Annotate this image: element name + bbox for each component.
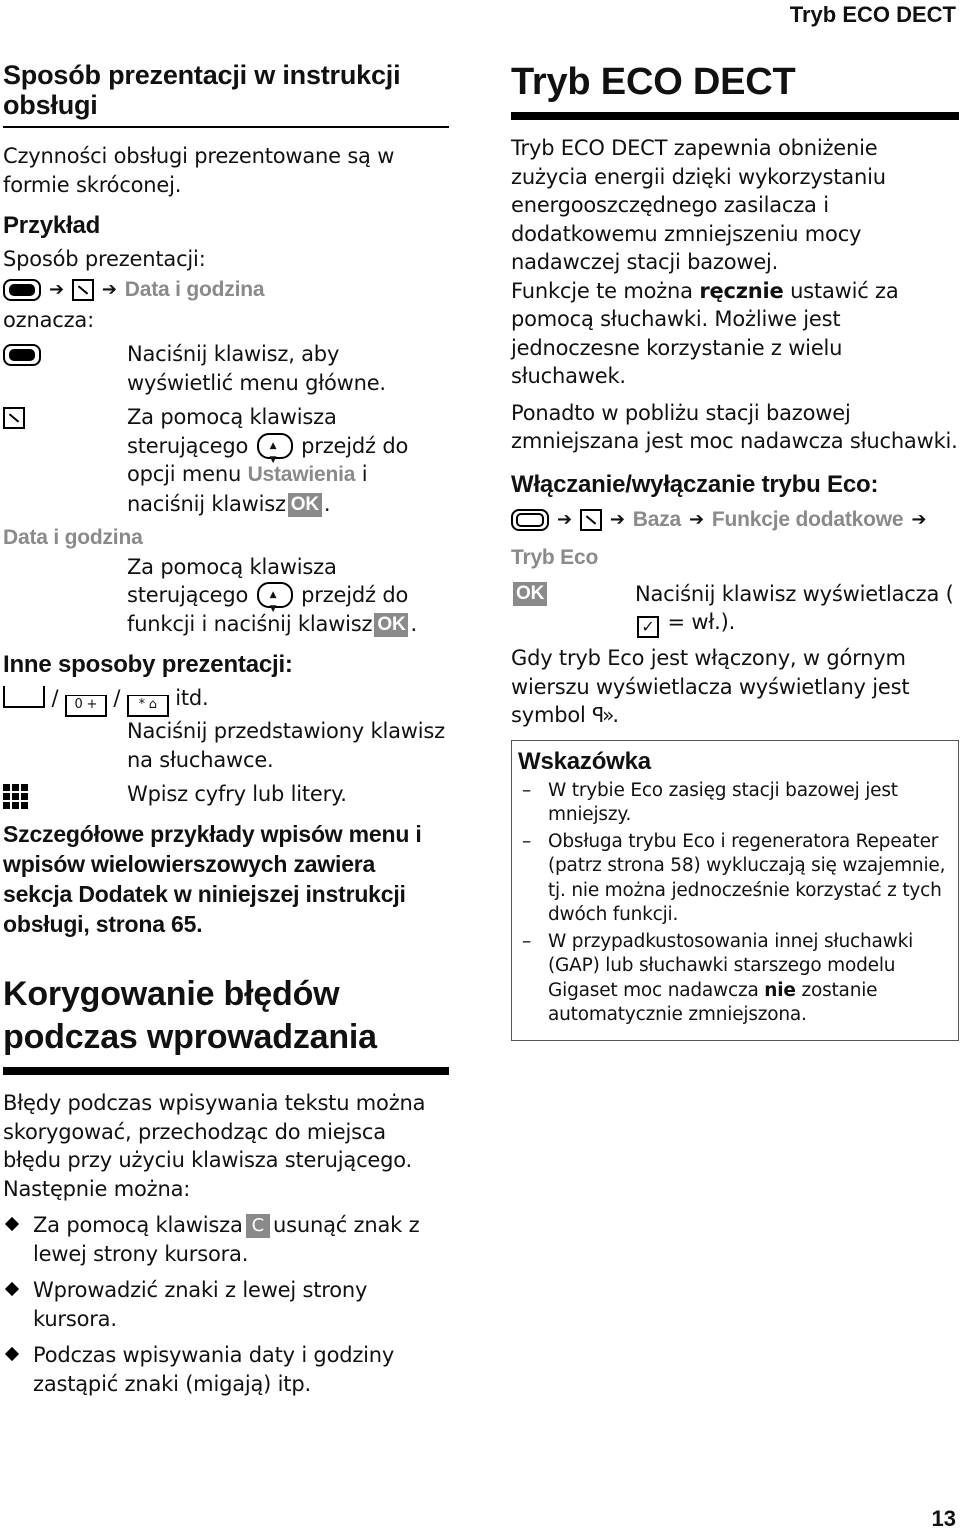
settings-icon [580,509,602,531]
legend-row-date [3,524,449,638]
keypad-icon [3,784,28,809]
eco-sequence [511,504,959,574]
ok-key-icon: OK [288,493,322,517]
legend-text: Za pomocą klawisza sterującego ▲ ▼ przejdź do funkcji i naciśnij klawisz OK . [3,553,449,639]
right-column [511,60,959,1041]
menu-key-icon [3,344,41,366]
section-title-correction: Korygowanie błędów podczas wprowadzania [3,975,377,1056]
menu-item-extra-functions: Funkcje dodatkowe [711,507,904,531]
list-item: Podczas wpisywania daty i godziny zastąpić znaki (migają) itp. [3,1341,449,1398]
legend-row-keypad [3,780,449,809]
menu-item-base: Baza [632,507,682,531]
star-key-icon: * ⌂ [127,695,169,717]
zero-key-icon: 0 + [65,695,107,717]
section-title-presentation: Sposób prezentacji w instrukcji obsługi [3,60,401,120]
arrow-icon: ➔ [689,508,704,530]
legend-row-settings [3,403,449,518]
arrow-icon: ➔ [49,278,64,300]
example-sequence [3,274,449,306]
legend-text: Wpisz cyfry lub litery. [127,782,347,806]
intro-text: Czynności obsługi prezentowane są w formie skróconej. [3,144,395,197]
section-rule [3,126,449,128]
section-title-eco: Tryb ECO DECT [511,61,796,103]
example-heading: Przykład [3,212,101,239]
navigation-key-icon [257,582,293,608]
menu-item-date-time: Data i godzina [124,277,265,301]
ok-key-icon: OK [374,613,408,637]
list-item: Wprowadzić znaki z lewej strony kursora. [3,1276,449,1333]
details-note: Szczegółowe przykłady wpisów menu i wpisów wielowierszowych zawiera sekcja Dodatek w niniejszej instrukcji obsługi, strona 65. [3,821,422,937]
eco-paragraph-2: Funkcje te można ręcznie ustawić za pomocą słuchawki. Możliwe jest jednoczesne korzystanie z wielu słuchawek. [511,278,899,388]
arrow-icon: ➔ [101,278,117,300]
menu-key-icon [3,279,41,301]
list-item: – W trybie Eco zasięg stacji bazowej jest mniejszy. [518,779,952,828]
legend-text: Naciśnij przedstawiony klawisz na słuchawce. [127,719,445,772]
settings-icon [3,407,25,429]
note-box [511,740,959,1041]
eco-symbol-text: Gdy tryb Eco jest włączony, w górnym wierszu wyświetlacza wyświetlany jest symbol ꟼ». [511,646,910,727]
left-column [3,60,449,1406]
ok-key-icon: OK [513,582,547,606]
correction-intro: Błędy podczas wpisywania tekstu można skorygować, przechodząc do miejsca błędu przy użyciu klawisza sterującego. Następnie można: [3,1091,426,1201]
legend-text: Naciśnij klawisz, aby wyświetlić menu główne. [127,342,386,395]
note-list [518,779,952,1028]
list-item: Za pomocą klawisza C usunąć znak z lewej strony kursora. [3,1211,449,1268]
section-rule [511,112,959,120]
checkbox-checked-icon: ✓ [637,616,659,638]
presentation-label: Sposób prezentacji: [3,247,206,271]
eco-paragraph-1: Tryb ECO DECT zapewnia obniżenie zużycia energii dzięki wykorzystaniu energooszczędnego zasilacza i dodatkowemu zmniejszeniu mocy nadawczej stacji bazowej. [511,136,886,274]
running-header: Tryb ECO DECT [789,2,956,27]
keys-example-line: / 0 + / * ⌂ itd. [3,684,449,717]
legend-text: Za pomocą klawisza sterującego ▲ ▼ przejdź do opcji menu Ustawienia i naciśnij klawisz OK . [127,403,449,518]
legend-row-ok [511,580,959,639]
other-presentation-heading: Inne sposoby prezentacji: [3,651,293,678]
arrow-icon: ➔ [911,508,927,530]
menu-key-icon [511,509,549,531]
navigation-key-icon [257,433,293,459]
legend-row-menu [3,340,449,397]
eco-paragraph-3: Ponadto w pobliżu stacji bazowej zmniejszana jest moc nadawcza słuchawki. [511,400,958,453]
correction-list [3,1211,449,1398]
arrow-icon: ➔ [609,508,625,530]
legend-text: Naciśnij klawisz wyświetlacza (✓ = wł.). [635,581,954,636]
arrow-icon: ➔ [557,508,572,530]
clear-key-icon: C [246,1214,270,1238]
end-call-key-icon [3,686,45,708]
menu-item-date-time: Data i godzina [3,526,143,549]
section-rule [3,1067,449,1075]
menu-item-eco-mode: Tryb Eco [511,545,599,569]
eco-mode-icon: ꟼ» [592,703,613,727]
means-label: oznacza: [3,307,94,332]
eco-toggle-heading: Włączanie/wyłączanie trybu Eco: [511,470,879,498]
list-item: – W przypadkustosowania innej słuchawki (GAP) lub słuchawki starszego modelu Gigaset moc nadawcza nie zostanie automatycznie zmniejszona. [518,930,952,1028]
list-item: – Obsługa trybu Eco i regeneratora Repeater (patrz strona 58) wykluczają się wzajemnie, tj. nie można jednocześnie korzystać z tych dwóch funkcji. [518,830,952,928]
page-number: 13 [931,1506,956,1531]
menu-item-settings: Ustawienia [247,463,356,486]
note-title: Wskazówka [518,747,651,775]
settings-icon [72,279,94,301]
